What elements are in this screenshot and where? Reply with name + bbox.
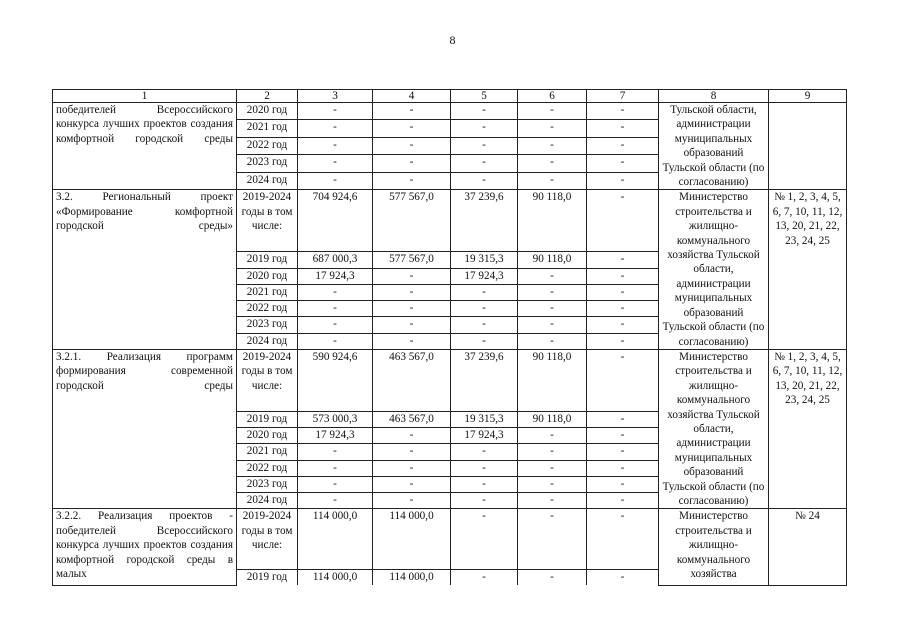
table-row (53, 103, 847, 120)
amount-cell-v3: - (298, 493, 373, 509)
amount-cell-v5: - (451, 103, 518, 120)
amount-cell-v7: - (587, 317, 659, 333)
amount-cell-v4: - (373, 120, 451, 137)
period-cell: 2024 год (237, 333, 298, 349)
amount-cell-v5: - (451, 570, 518, 586)
funding-table (52, 89, 847, 586)
amount-cell-v5: - (451, 120, 518, 137)
amount-cell-v7: - (587, 444, 659, 460)
header-cell: 9 (769, 90, 847, 103)
amount-cell-v7: - (587, 190, 659, 252)
amount-cell-v4: - (373, 172, 451, 190)
amount-cell-v7: - (587, 349, 659, 411)
amount-cell-v6: - (518, 172, 587, 190)
amount-cell-v7: - (587, 476, 659, 492)
amount-cell-v5: 19 315,3 (451, 411, 518, 427)
amount-cell-v3: - (298, 284, 373, 300)
amount-cell-v7: - (587, 284, 659, 300)
amount-cell-v4: - (373, 428, 451, 444)
amount-cell-v4: - (373, 155, 451, 172)
amount-cell-v6: - (518, 570, 587, 586)
amount-cell-v6: - (518, 428, 587, 444)
amount-cell-v7: - (587, 120, 659, 137)
amount-cell-v4: - (373, 333, 451, 349)
period-cell: 2019-2024 годы в том числе: (237, 509, 298, 570)
period-cell: 2020 год (237, 268, 298, 284)
measure-name-cell: 3.2.2. Реализация проектов - победителей Всероссийского конкурса лучших проектов создания комфортной городской среды в малых (53, 509, 237, 586)
amount-cell-v7: - (587, 411, 659, 427)
page-number: 8 (449, 33, 456, 47)
period-cell: 2024 год (237, 493, 298, 509)
period-cell: 2019 год (237, 411, 298, 427)
amount-cell-v4: 114 000,0 (373, 570, 451, 586)
amount-cell-v4: - (373, 444, 451, 460)
amount-cell-v4: - (373, 301, 451, 317)
amount-cell-v3: - (298, 120, 373, 137)
amount-cell-v7: - (587, 172, 659, 190)
amount-cell-v5: - (451, 333, 518, 349)
amount-cell-v3: 114 000,0 (298, 570, 373, 586)
period-cell: 2022 год (237, 301, 298, 317)
amount-cell-v3: - (298, 333, 373, 349)
amount-cell-v3: - (298, 460, 373, 476)
amount-cell-v6: - (518, 268, 587, 284)
indicators-cell: № 24 (769, 509, 847, 586)
amount-cell-v3: - (298, 301, 373, 317)
amount-cell-v6: - (518, 103, 587, 120)
amount-cell-v6: - (518, 284, 587, 300)
amount-cell-v4: 114 000,0 (373, 509, 451, 570)
amount-cell-v7: - (587, 103, 659, 120)
amount-cell-v7: - (587, 509, 659, 570)
measure-name-cell: победителей Всероссийского конкурса лучших проектов создания комфортной городской среды (53, 103, 237, 190)
amount-cell-v6: - (518, 493, 587, 509)
table-header-row (53, 90, 847, 103)
amount-cell-v3: - (298, 137, 373, 154)
responsible-cell: Министерство строительства и жилищно-коммунального хозяйства Тульской области, администрации муниципальных образований Тульской области (по согласованию) (659, 190, 769, 349)
amount-cell-v4: - (373, 137, 451, 154)
amount-cell-v5: - (451, 509, 518, 570)
amount-cell-v3: 17 924,3 (298, 428, 373, 444)
amount-cell-v3: - (298, 444, 373, 460)
amount-cell-v7: - (587, 570, 659, 586)
amount-cell-v6: - (518, 333, 587, 349)
indicators-cell (769, 103, 847, 190)
period-cell: 2020 год (237, 428, 298, 444)
period-cell: 2021 год (237, 120, 298, 137)
amount-cell-v3: - (298, 172, 373, 190)
amount-cell-v7: - (587, 252, 659, 268)
period-cell: 2020 год (237, 103, 298, 120)
amount-cell-v3: 17 924,3 (298, 268, 373, 284)
amount-cell-v5: - (451, 444, 518, 460)
amount-cell-v3: - (298, 155, 373, 172)
amount-cell-v4: - (373, 284, 451, 300)
period-cell: 2022 год (237, 137, 298, 154)
amount-cell-v3: 590 924,6 (298, 349, 373, 411)
period-cell: 2024 год (237, 172, 298, 190)
amount-cell-v6: - (518, 120, 587, 137)
table-row (53, 190, 847, 252)
amount-cell-v6: 90 118,0 (518, 411, 587, 427)
amount-cell-v5: 19 315,3 (451, 252, 518, 268)
period-cell: 2019 год (237, 252, 298, 268)
period-cell: 2022 год (237, 460, 298, 476)
amount-cell-v7: - (587, 428, 659, 444)
amount-cell-v5: 37 239,6 (451, 349, 518, 411)
amount-cell-v6: - (518, 317, 587, 333)
amount-cell-v4: 577 567,0 (373, 252, 451, 268)
amount-cell-v7: - (587, 333, 659, 349)
amount-cell-v4: 577 567,0 (373, 190, 451, 252)
header-cell: 6 (518, 90, 587, 103)
amount-cell-v4: 463 567,0 (373, 411, 451, 427)
amount-cell-v3: - (298, 317, 373, 333)
amount-cell-v4: - (373, 460, 451, 476)
table-row (53, 509, 847, 570)
amount-cell-v5: - (451, 460, 518, 476)
amount-cell-v5: - (451, 476, 518, 492)
amount-cell-v5: - (451, 493, 518, 509)
amount-cell-v5: - (451, 137, 518, 154)
measure-name-cell: 3.2. Региональный проект «Формирование комфортной городской среды» (53, 190, 237, 349)
amount-cell-v3: 704 924,6 (298, 190, 373, 252)
header-cell: 2 (237, 90, 298, 103)
amount-cell-v7: - (587, 137, 659, 154)
period-cell: 2019-2024 годы в том числе: (237, 349, 298, 411)
amount-cell-v3: - (298, 476, 373, 492)
amount-cell-v4: - (373, 268, 451, 284)
amount-cell-v3: 573 000,3 (298, 411, 373, 427)
amount-cell-v6: - (518, 137, 587, 154)
amount-cell-v7: - (587, 493, 659, 509)
amount-cell-v5: - (451, 301, 518, 317)
responsible-cell: Министерство строительства и жилищно-коммунального хозяйства (659, 509, 769, 586)
table-row (53, 349, 847, 411)
amount-cell-v7: - (587, 460, 659, 476)
header-cell: 1 (53, 90, 237, 103)
responsible-cell: Министерство строительства и жилищно-коммунального хозяйства Тульской области, администрации муниципальных образований Тульской области (по согласованию) (659, 349, 769, 508)
measure-name-cell: 3.2.1. Реализация программ формирования современной городской среды (53, 349, 237, 508)
header-cell: 3 (298, 90, 373, 103)
amount-cell-v3: - (298, 103, 373, 120)
amount-cell-v6: - (518, 509, 587, 570)
header-cell: 7 (587, 90, 659, 103)
amount-cell-v6: - (518, 301, 587, 317)
period-cell: 2019-2024 годы в том числе: (237, 190, 298, 252)
amount-cell-v3: 687 000,3 (298, 252, 373, 268)
amount-cell-v4: 463 567,0 (373, 349, 451, 411)
period-cell: 2023 год (237, 155, 298, 172)
amount-cell-v5: - (451, 317, 518, 333)
amount-cell-v5: - (451, 172, 518, 190)
header-cell: 5 (451, 90, 518, 103)
amount-cell-v6: 90 118,0 (518, 252, 587, 268)
amount-cell-v4: - (373, 476, 451, 492)
amount-cell-v3: 114 000,0 (298, 509, 373, 570)
amount-cell-v4: - (373, 103, 451, 120)
period-cell: 2021 год (237, 444, 298, 460)
period-cell: 2023 год (237, 476, 298, 492)
amount-cell-v6: - (518, 460, 587, 476)
amount-cell-v6: - (518, 155, 587, 172)
amount-cell-v5: - (451, 155, 518, 172)
amount-cell-v5: 37 239,6 (451, 190, 518, 252)
amount-cell-v6: - (518, 444, 587, 460)
header-cell: 4 (373, 90, 451, 103)
amount-cell-v7: - (587, 301, 659, 317)
header-cell: 8 (659, 90, 769, 103)
period-cell: 2019 год (237, 570, 298, 586)
amount-cell-v4: - (373, 493, 451, 509)
amount-cell-v5: 17 924,3 (451, 268, 518, 284)
indicators-cell: № 1, 2, 3, 4, 5, 6, 7, 10, 11, 12, 13, 20, 21, 22, 23, 24, 25 (769, 190, 847, 349)
amount-cell-v6: - (518, 476, 587, 492)
amount-cell-v5: - (451, 284, 518, 300)
responsible-cell: Тульской области, администрации муниципальных образований Тульской области (по согласованию) (659, 103, 769, 190)
amount-cell-v4: - (373, 317, 451, 333)
period-cell: 2023 год (237, 317, 298, 333)
amount-cell-v6: 90 118,0 (518, 349, 587, 411)
indicators-cell: № 1, 2, 3, 4, 5, 6, 7, 10, 11, 12, 13, 20, 21, 22, 23, 24, 25 (769, 349, 847, 508)
amount-cell-v6: 90 118,0 (518, 190, 587, 252)
period-cell: 2021 год (237, 284, 298, 300)
amount-cell-v7: - (587, 155, 659, 172)
amount-cell-v7: - (587, 268, 659, 284)
amount-cell-v5: 17 924,3 (451, 428, 518, 444)
